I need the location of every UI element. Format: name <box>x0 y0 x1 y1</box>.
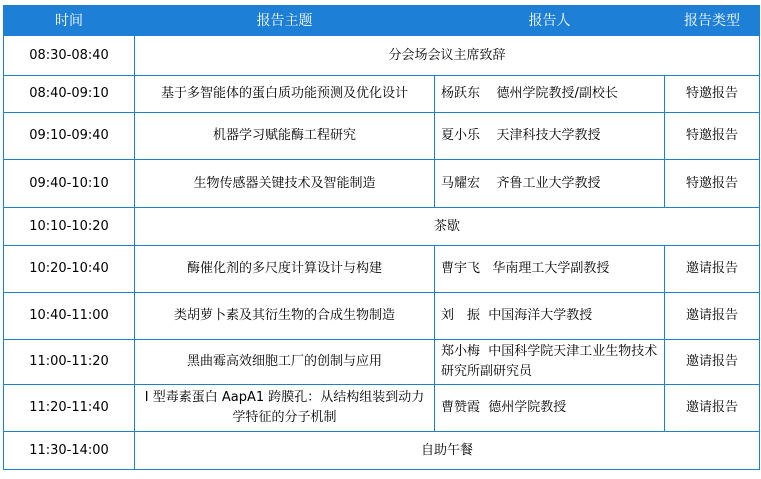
row-type: 特邀报告 <box>665 160 760 208</box>
speaker-affiliation: 德州学院教授 <box>488 400 567 415</box>
row-time: 09:40-10:10 <box>4 160 135 208</box>
speaker-affiliation: 华南理工大学副教授 <box>492 261 610 276</box>
speaker-name: 夏小乐 <box>441 128 481 143</box>
header-topic: 报告主题 <box>135 6 435 36</box>
speaker-affiliation: 天津科技大学教授 <box>496 128 601 143</box>
table-row <box>4 160 760 208</box>
row-time: 10:20-10:40 <box>4 246 135 293</box>
row-time: 11:00-11:20 <box>4 340 135 385</box>
header-time: 时间 <box>4 6 135 36</box>
speaker-affiliation: 中国科学院天津工业生物技术研究所副研究员 <box>441 344 658 379</box>
row-session: 自助午餐 <box>135 432 760 470</box>
row-speaker <box>435 160 665 208</box>
row-type: 特邀报告 <box>665 113 760 160</box>
speaker-name: 郑小梅 <box>441 344 481 359</box>
row-time: 09:10-09:40 <box>4 113 135 160</box>
row-time: 08:30-08:40 <box>4 36 135 76</box>
row-speaker <box>435 246 665 293</box>
speaker-name: 曹赞霞 <box>441 400 481 415</box>
speaker-affiliation: 齐鲁工业大学教授 <box>496 175 601 191</box>
row-topic: 酶催化剂的多尺度计算设计与构建 <box>135 246 435 293</box>
row-topic: 基于多智能体的蛋白质功能预测及优化设计 <box>135 76 435 113</box>
speaker-affiliation: 中国海洋大学教授 <box>488 308 593 323</box>
row-topic: 生物传感器关键技术及智能制造 <box>135 160 435 208</box>
row-topic: 机器学习赋能酶工程研究 <box>135 113 435 160</box>
speaker-affiliation: 德州学院教授/副校长 <box>496 86 618 101</box>
row-topic: I 型毒素蛋白 AapA1 跨膜孔：从结构组装到动力学特征的分子机制 <box>135 385 435 432</box>
row-type: 特邀报告 <box>665 76 760 113</box>
speaker-name: 曹宇飞 <box>441 261 481 276</box>
row-topic: 类胡萝卜素及其衍生物的合成生物制造 <box>135 293 435 340</box>
row-time: 11:20-11:40 <box>4 385 135 432</box>
table-row <box>4 340 760 385</box>
row-type: 邀请报告 <box>665 340 760 385</box>
row-speaker <box>435 385 665 432</box>
row-speaker <box>435 293 665 340</box>
header-type: 报告类型 <box>665 6 760 36</box>
table-row <box>4 76 760 113</box>
schedule-table <box>3 5 760 470</box>
header-row <box>4 6 760 36</box>
row-session: 茶歇 <box>135 208 760 246</box>
row-time: 08:40-09:10 <box>4 76 135 113</box>
row-speaker <box>435 113 665 160</box>
table-row <box>4 385 760 432</box>
speaker-name: 马耀宏 <box>441 175 481 191</box>
header-speaker: 报告人 <box>435 6 665 36</box>
speaker-name: 刘 振 <box>441 308 481 323</box>
row-speaker <box>435 76 665 113</box>
row-time: 11:30-14:00 <box>4 432 135 470</box>
table-row <box>4 113 760 160</box>
speaker-name: 杨跃东 <box>441 86 481 101</box>
table-row <box>4 293 760 340</box>
row-session: 分会场会议主席致辞 <box>135 36 760 76</box>
table-row <box>4 36 760 76</box>
table-row <box>4 208 760 246</box>
row-time: 10:10-10:20 <box>4 208 135 246</box>
table-row <box>4 246 760 293</box>
table-row <box>4 432 760 470</box>
row-type: 邀请报告 <box>665 293 760 340</box>
row-time: 10:40-11:00 <box>4 293 135 340</box>
row-speaker <box>435 340 665 385</box>
row-topic: 黑曲霉高效细胞工厂的创制与应用 <box>135 340 435 385</box>
row-type: 邀请报告 <box>665 385 760 432</box>
row-type: 邀请报告 <box>665 246 760 293</box>
